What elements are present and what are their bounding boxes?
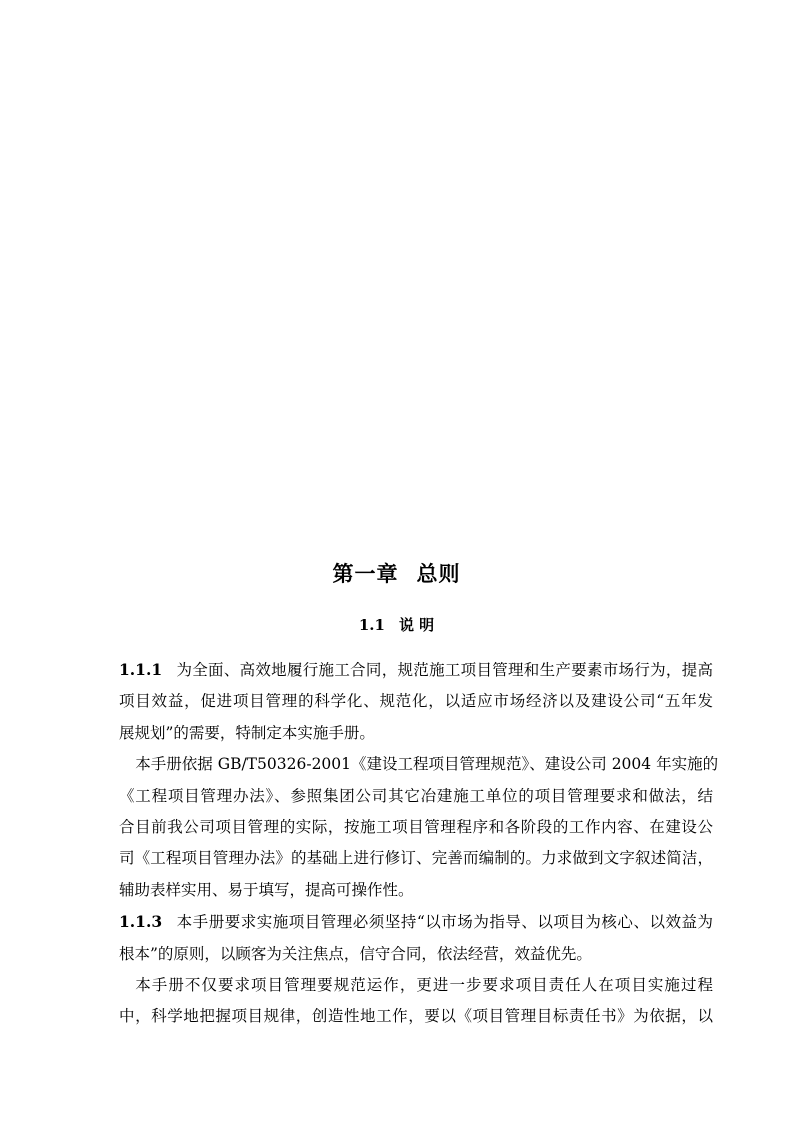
paragraph-1-1-1 — [119, 654, 713, 749]
paragraph-line: 根本”的原则，以顾客为关注焦点，信守合同，依法经营，效益优先。 — [119, 944, 592, 963]
paragraph-1-1-3 — [119, 906, 713, 970]
paragraph-line: 《工程项目管理办法》、参照集团公司其它冶建施工单位的项目管理要求和做法，结 — [119, 786, 713, 805]
paragraph-line: 中，科学地把握项目规律，创造性地工作，要以《项目管理目标责任书》为依据，以 — [119, 1007, 713, 1026]
paragraph-line: 项目效益，促进项目管理的科学化、规范化，以适应市场经济以及建设公司“五年发 — [119, 692, 713, 711]
chapter-title-name: 总则 — [416, 561, 461, 586]
chapter-title — [0, 558, 793, 588]
paragraph-1-1-2 — [119, 749, 719, 906]
paragraph-line: 辅助表样实用、易于填写，提高可操作性。 — [119, 880, 414, 899]
section-number: 1.1 — [358, 616, 385, 634]
clause-number: 1.1.3 — [119, 912, 163, 932]
paragraph-line: 合目前我公司项目管理的实际，按施工项目管理程序和各阶段的工作内容、在建设公 — [119, 818, 713, 837]
paragraph-line: 司《工程项目管理办法》的基础上进行修订、完善而编制的。力求做到文字叙述简洁， — [119, 849, 713, 868]
paragraph-line: 本手册依据 GB/T50326-2001《建设工程项目管理规范》、建设公司 2004 年实施的 — [135, 755, 719, 774]
paragraph-line: 展规划”的需要，特制定本实施手册。 — [119, 723, 375, 742]
paragraph-line: 1.1.1 为全面、高效地履行施工合同，规范施工项目管理和生产要素市场行为，提高 — [119, 660, 713, 679]
clause-number: 1.1.1 — [119, 660, 163, 679]
paragraph-line: 1.1.3 本手册要求实施项目管理必须坚持“以市场为指导、以项目为核心、以效益为 — [119, 912, 713, 932]
paragraph-line: 本手册不仅要求项目管理要规范运作，更进一步要求项目责任人在项目实施过程 — [135, 976, 713, 995]
body-text — [119, 654, 719, 1033]
section-title — [0, 614, 793, 635]
section-name: 说 明 — [398, 616, 435, 634]
chapter-title-number: 第一章 — [332, 561, 399, 586]
paragraph-1-1-4 — [119, 970, 713, 1033]
